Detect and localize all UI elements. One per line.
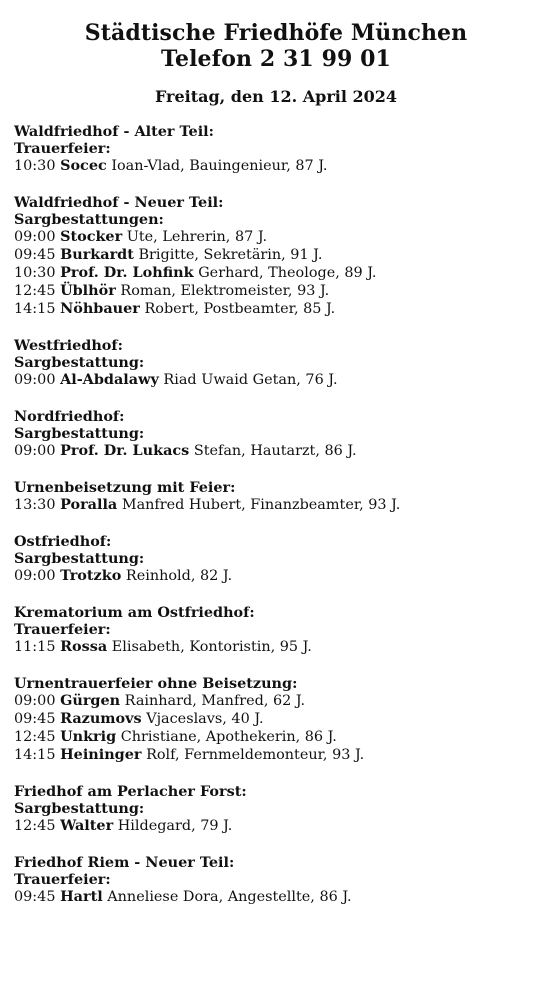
deceased-surname: Prof. Dr. Lohfink [60,264,194,281]
deceased-surname: Gürgen [60,692,121,709]
list-item [14,371,538,389]
deceased-surname: Socec [60,157,107,174]
ceremony-group [14,211,538,318]
ceremony-type: Sargbestattung: [14,354,145,371]
phone-number: Telefon 2 31 99 01 [161,46,391,72]
ceremony-group [14,621,538,656]
entry-time: 09:00 [14,693,56,709]
section-title: Westfriedhof: [14,337,123,354]
deceased-details: Riad Uwaid Getan, 76 J. [163,372,338,388]
ceremony-group [14,425,538,460]
cemetery-section [14,408,538,460]
list-item [14,228,538,246]
ceremony-group [14,692,538,764]
entry-time: 09:00 [14,372,56,388]
section-title: Friedhof am Perlacher Forst: [14,783,247,800]
entry-time: 10:30 [14,265,56,281]
section-title: Waldfriedhof - Neuer Teil: [14,194,224,211]
deceased-surname: Unkrig [60,728,117,745]
ceremony-group [14,871,538,906]
deceased-details: Manfred Hubert, Finanzbeamter, 93 J. [121,497,401,513]
schedule-date: Freitag, den 12. April 2024 [154,87,398,106]
page-title: Städtische Friedhöfe München [84,20,468,46]
list-item [14,710,538,728]
entry-time: 09:45 [14,247,56,263]
deceased-surname: Stocker [60,228,123,245]
deceased-details: Rainhard, Manfred, 62 J. [124,693,306,709]
cemetery-section [14,337,538,389]
deceased-details: Reinhold, 82 J. [125,568,233,584]
cemetery-section [14,854,538,906]
section-title: Krematorium am Ostfriedhof: [14,604,255,621]
ceremony-type: Sargbestattung: [14,425,145,442]
deceased-details: Elisabeth, Kontoristin, 95 J. [111,639,312,655]
deceased-details: Anneliese Dora, Angestellte, 86 J. [107,889,352,905]
deceased-surname: Burkardt [60,246,134,263]
cemetery-section [14,675,538,764]
ceremony-type: Trauerfeier: [14,621,111,638]
deceased-details: Hildegard, 79 J. [117,818,233,834]
entry-time: 12:45 [14,729,56,745]
list-item [14,246,538,264]
deceased-details: Ioan-Vlad, Bauingenieur, 87 J. [111,158,328,174]
cemetery-section [14,783,538,835]
section-title: Nordfriedhof: [14,408,125,425]
deceased-surname: Nöhbauer [60,300,140,317]
ceremony-group [14,140,538,175]
deceased-surname: Rossa [60,638,108,655]
list-item [14,496,538,514]
deceased-surname: Razumovs [60,710,142,727]
ceremony-type: Sargbestattung: [14,550,145,567]
entry-time: 14:15 [14,747,56,763]
entry-time: 09:00 [14,443,56,459]
entry-time: 10:30 [14,158,56,174]
deceased-details: Roman, Elektromeister, 93 J. [120,283,330,299]
list-item [14,817,538,835]
list-item [14,157,538,175]
ceremony-type: Sargbestattung: [14,800,145,817]
section-title: Friedhof Riem - Neuer Teil: [14,854,235,871]
ceremony-type: Trauerfeier: [14,871,111,888]
deceased-details: Stefan, Hautarzt, 86 J. [193,443,357,459]
deceased-surname: Üblhör [60,282,116,299]
section-title: Waldfriedhof - Alter Teil: [14,123,214,140]
list-item [14,728,538,746]
deceased-details: Christiane, Apothekerin, 86 J. [120,729,337,745]
ceremony-group [14,800,538,835]
header [14,20,538,72]
deceased-surname: Walter [60,817,114,834]
deceased-surname: Poralla [60,496,118,513]
list-item [14,300,538,318]
list-item [14,888,538,906]
deceased-details: Ute, Lehrerin, 87 J. [126,229,268,245]
deceased-surname: Trotzko [60,567,122,584]
section-title: Urnentrauerfeier ohne Beisetzung: [14,675,298,692]
ceremony-group [14,550,538,585]
entry-time: 12:45 [14,818,56,834]
deceased-surname: Heininger [60,746,142,763]
list-item [14,638,538,656]
entry-time: 09:00 [14,568,56,584]
deceased-surname: Hartl [60,888,103,905]
list-item [14,282,538,300]
deceased-surname: Al-Abdalawy [60,371,159,388]
deceased-details: Rolf, Fernmeldemonteur, 93 J. [146,747,365,763]
cemetery-section [14,194,538,318]
entry-time: 09:00 [14,229,56,245]
deceased-details: Gerhard, Theologe, 89 J. [198,265,377,281]
cemetery-section [14,533,538,585]
entry-time: 11:15 [14,639,56,655]
list-item [14,264,538,282]
section-title: Urnenbeisetzung mit Feier: [14,479,236,496]
ceremony-type: Trauerfeier: [14,140,111,157]
cemetery-section [14,123,538,175]
deceased-details: Robert, Postbeamter, 85 J. [144,301,336,317]
cemetery-sections [14,123,538,906]
entry-time: 12:45 [14,283,56,299]
deceased-details: Vjaceslavs, 40 J. [146,711,264,727]
entry-time: 14:15 [14,301,56,317]
deceased-surname: Prof. Dr. Lukacs [60,442,190,459]
cemetery-section [14,604,538,656]
list-item [14,567,538,585]
entry-time: 09:45 [14,889,56,905]
ceremony-type: Sargbestattungen: [14,211,164,228]
list-item [14,746,538,764]
section-title: Ostfriedhof: [14,533,112,550]
ceremony-group [14,354,538,389]
list-item [14,442,538,460]
entry-time: 13:30 [14,497,56,513]
entry-time: 09:45 [14,711,56,727]
cemetery-section [14,479,538,514]
ceremony-group [14,496,538,514]
list-item [14,692,538,710]
deceased-details: Brigitte, Sekretärin, 91 J. [138,247,323,263]
